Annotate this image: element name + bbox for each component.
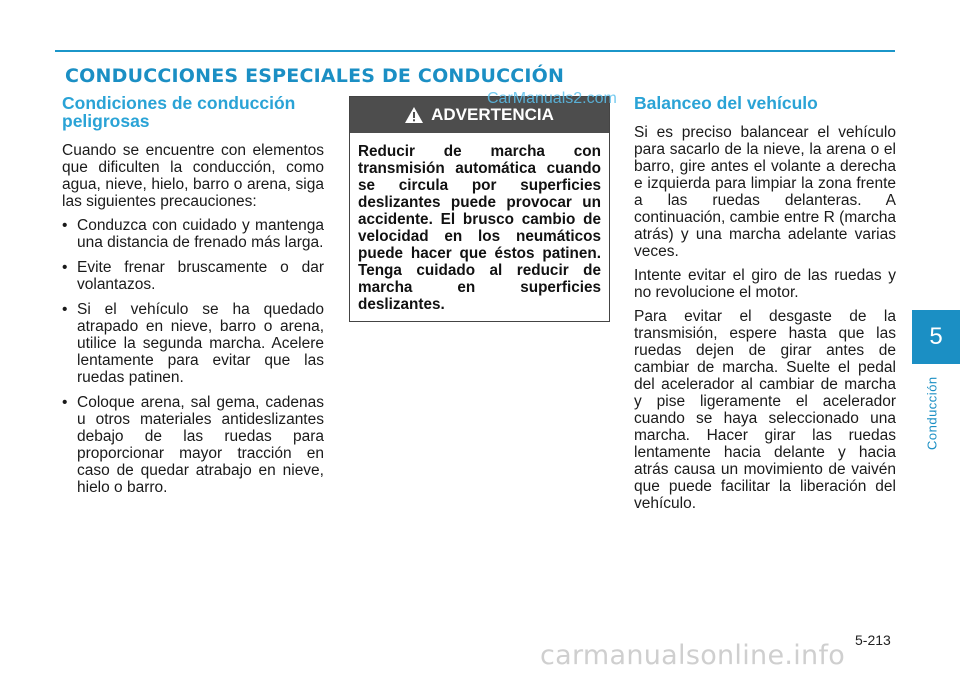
page-number: 5-213: [855, 632, 891, 648]
chapter-number-tab: 5: [912, 310, 960, 364]
left-column: [62, 94, 324, 504]
header-rule: [55, 50, 895, 52]
left-intro: Cuando se encuentre con elementos que dificulten la conducción, como agua, nieve, hielo, barro o arena, siga las siguientes precauciones:: [62, 142, 324, 210]
right-paragraph: Para evitar el desgaste de la transmisión, espere hasta que las ruedas dejen de girar antes de cambiar de marcha. Suelte el pedal del acelerador al cambiar de marcha y pise ligeramente el acelerador cuando se haya seleccionado una marcha. Hacer girar las ruedas lentamente hacia delante y hacia atrás causa un movimiento de vaivén que puede facilitar la liberación del vehículo.: [634, 308, 896, 512]
right-column: [634, 94, 896, 519]
warning-box: [349, 96, 610, 322]
right-paragraph: Si es preciso balancear el vehículo para sacarlo de la nieve, la arena o el barro, gire antes el volante a derecha e izquierda para limpiar la zona frente a las ruedas delanteras. A continuación, cambie entre R (marcha atrás) y una marcha adelante varias veces.: [634, 124, 896, 260]
warning-text: Reducir de marcha con transmisión automática cuando se circula por superficies deslizantes puede provocar un accidente. El brusco cambio de velocidad en los neumáticos puede hacer que éstos patinen. Tenga cuidado al reducir de marcha en superficies deslizantes.: [358, 143, 601, 313]
warning-title: ADVERTENCIA: [431, 105, 554, 124]
chapter-name: Conducción: [924, 376, 940, 450]
list-item: • Coloque arena, sal gema, cadenas u otros materiales antideslizantes debajo de las ruedas para proporcionar mayor tracción en caso de quedar atrabajo en nieve, hielo o barro.: [62, 394, 324, 496]
right-paragraph: Intente evitar el giro de las ruedas y no revolucione el motor.: [634, 267, 896, 301]
list-item: • Si el vehículo se ha quedado atrapado en nieve, barro o arena, utilice la segunda marcha. Acelere lentamente para evitar que las ruedas patinen.: [62, 301, 324, 386]
list-item: • Conduzca con cuidado y mantenga una distancia de frenado más larga.: [62, 217, 324, 251]
footer-watermark: carmanualsonline.info: [540, 640, 846, 671]
list-item: • Evite frenar bruscamente o dar volantazos.: [62, 259, 324, 293]
top-watermark: CarManuals2.com: [487, 90, 617, 107]
section-title: CONDUCCIONES ESPECIALES DE CONDUCCIÓN: [65, 65, 565, 87]
right-heading: Balanceo del vehículo: [634, 93, 818, 113]
precautions-list: [62, 217, 324, 496]
left-heading: Condiciones de conducción peligrosas: [62, 93, 296, 131]
warning-triangle-icon: [405, 107, 423, 123]
